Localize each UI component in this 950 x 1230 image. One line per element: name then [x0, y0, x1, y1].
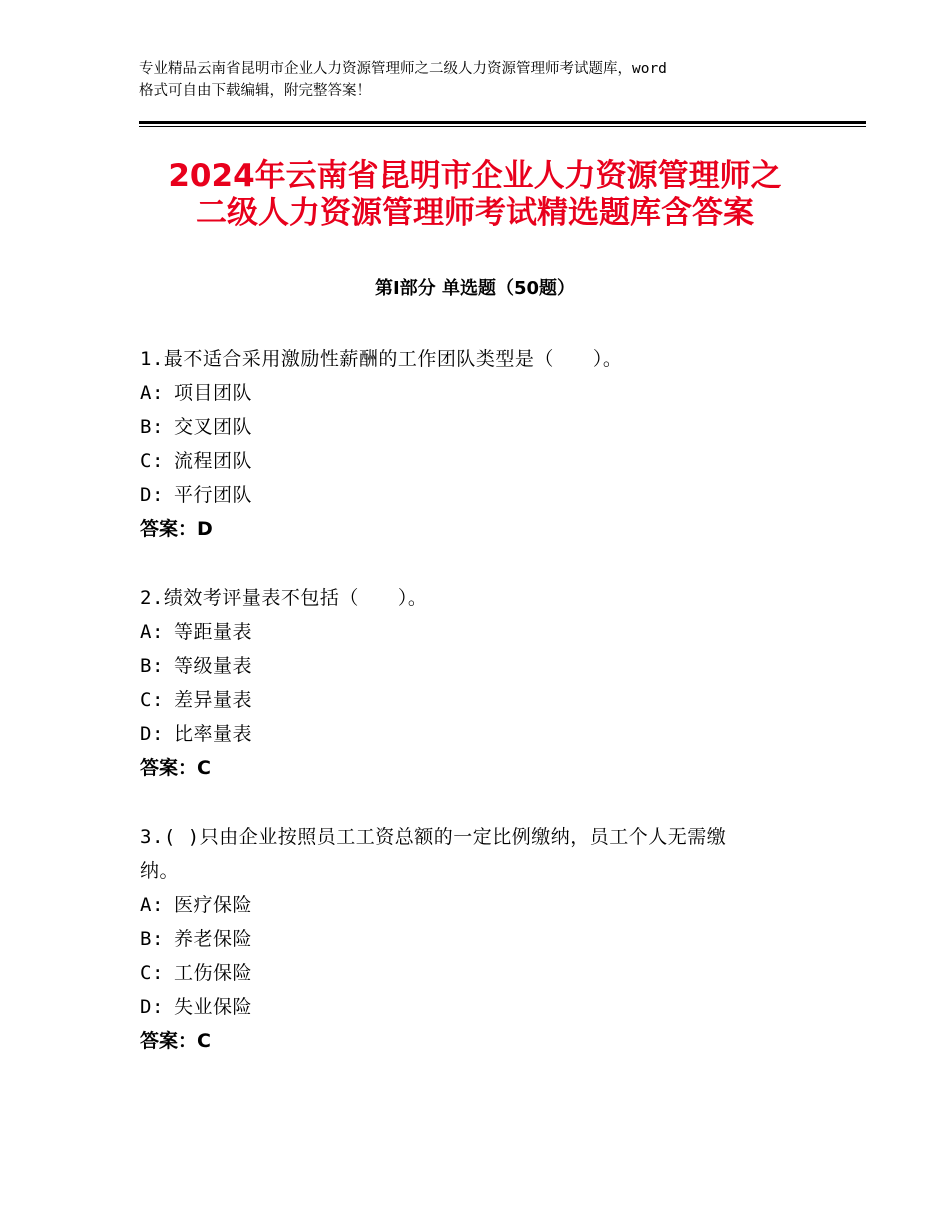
option-text: 平行团队 — [174, 484, 253, 506]
question-1 — [140, 342, 820, 546]
header-note-line-1: 专业精品云南省昆明市企业人力资源管理师之二级人力资源管理师考试题库，word — [139, 61, 667, 77]
question-1-option-a — [140, 376, 820, 410]
question-2-option-c — [140, 683, 820, 717]
question-2-option-a — [140, 615, 820, 649]
option-letter: D: — [140, 723, 164, 745]
option-text: 养老保险 — [174, 928, 253, 950]
question-3-option-c — [140, 956, 820, 990]
document-title-line-2: 二级人力资源管理师考试精选题库含答案 — [196, 195, 754, 231]
option-letter: B: — [140, 928, 164, 950]
option-letter: A: — [140, 621, 164, 643]
option-letter: D: — [140, 996, 164, 1018]
option-letter: C: — [140, 962, 164, 984]
option-letter: B: — [140, 655, 164, 677]
option-letter: C: — [140, 450, 164, 472]
option-letter: A: — [140, 894, 164, 916]
option-text: 比率量表 — [174, 723, 253, 745]
option-text: 等级量表 — [174, 655, 253, 677]
option-text: 流程团队 — [174, 450, 253, 472]
question-3-stem-line-2: 纳。 — [140, 860, 180, 882]
header-note — [139, 58, 839, 102]
header-rule-thick — [139, 121, 866, 124]
option-text: 交叉团队 — [174, 416, 253, 438]
option-letter: A: — [140, 382, 164, 404]
question-1-answer: 答案：D — [140, 518, 213, 540]
option-text: 医疗保险 — [174, 894, 253, 916]
option-letter: D: — [140, 484, 164, 506]
document-title — [100, 158, 850, 232]
option-text: 差异量表 — [174, 689, 253, 711]
question-3-option-d — [140, 990, 820, 1024]
option-text: 等距量表 — [174, 621, 253, 643]
question-3-answer: 答案：C — [140, 1030, 211, 1052]
question-3-option-a — [140, 888, 820, 922]
question-3 — [140, 820, 820, 1058]
option-text: 工伤保险 — [174, 962, 253, 984]
question-1-option-b — [140, 410, 820, 444]
document-title-line-1: 2024年云南省昆明市企业人力资源管理师之 — [168, 158, 782, 194]
question-2-stem: 2.绩效考评量表不包括（ ）。 — [140, 587, 428, 609]
question-2-answer: 答案：C — [140, 757, 211, 779]
option-text: 项目团队 — [174, 382, 253, 404]
question-2-option-d — [140, 717, 820, 751]
question-list — [140, 342, 820, 1093]
question-3-stem-line-1: 3.( )只由企业按照员工工资总额的一定比例缴纳，员工个人无需缴 — [140, 826, 727, 848]
option-letter: B: — [140, 416, 164, 438]
question-3-option-b — [140, 922, 820, 956]
header-note-line-2: 格式可自由下载编辑，附完整答案！ — [139, 83, 371, 99]
question-1-option-c — [140, 444, 820, 478]
question-1-option-d — [140, 478, 820, 512]
question-2-option-b — [140, 649, 820, 683]
header-rule-thin — [139, 126, 866, 127]
option-text: 失业保险 — [174, 996, 253, 1018]
section-title: 第Ⅰ部分 单选题（50题） — [374, 278, 575, 299]
option-letter: C: — [140, 689, 164, 711]
question-2 — [140, 581, 820, 785]
question-1-stem: 1.最不适合采用激励性薪酬的工作团队类型是（ ）。 — [140, 348, 623, 370]
